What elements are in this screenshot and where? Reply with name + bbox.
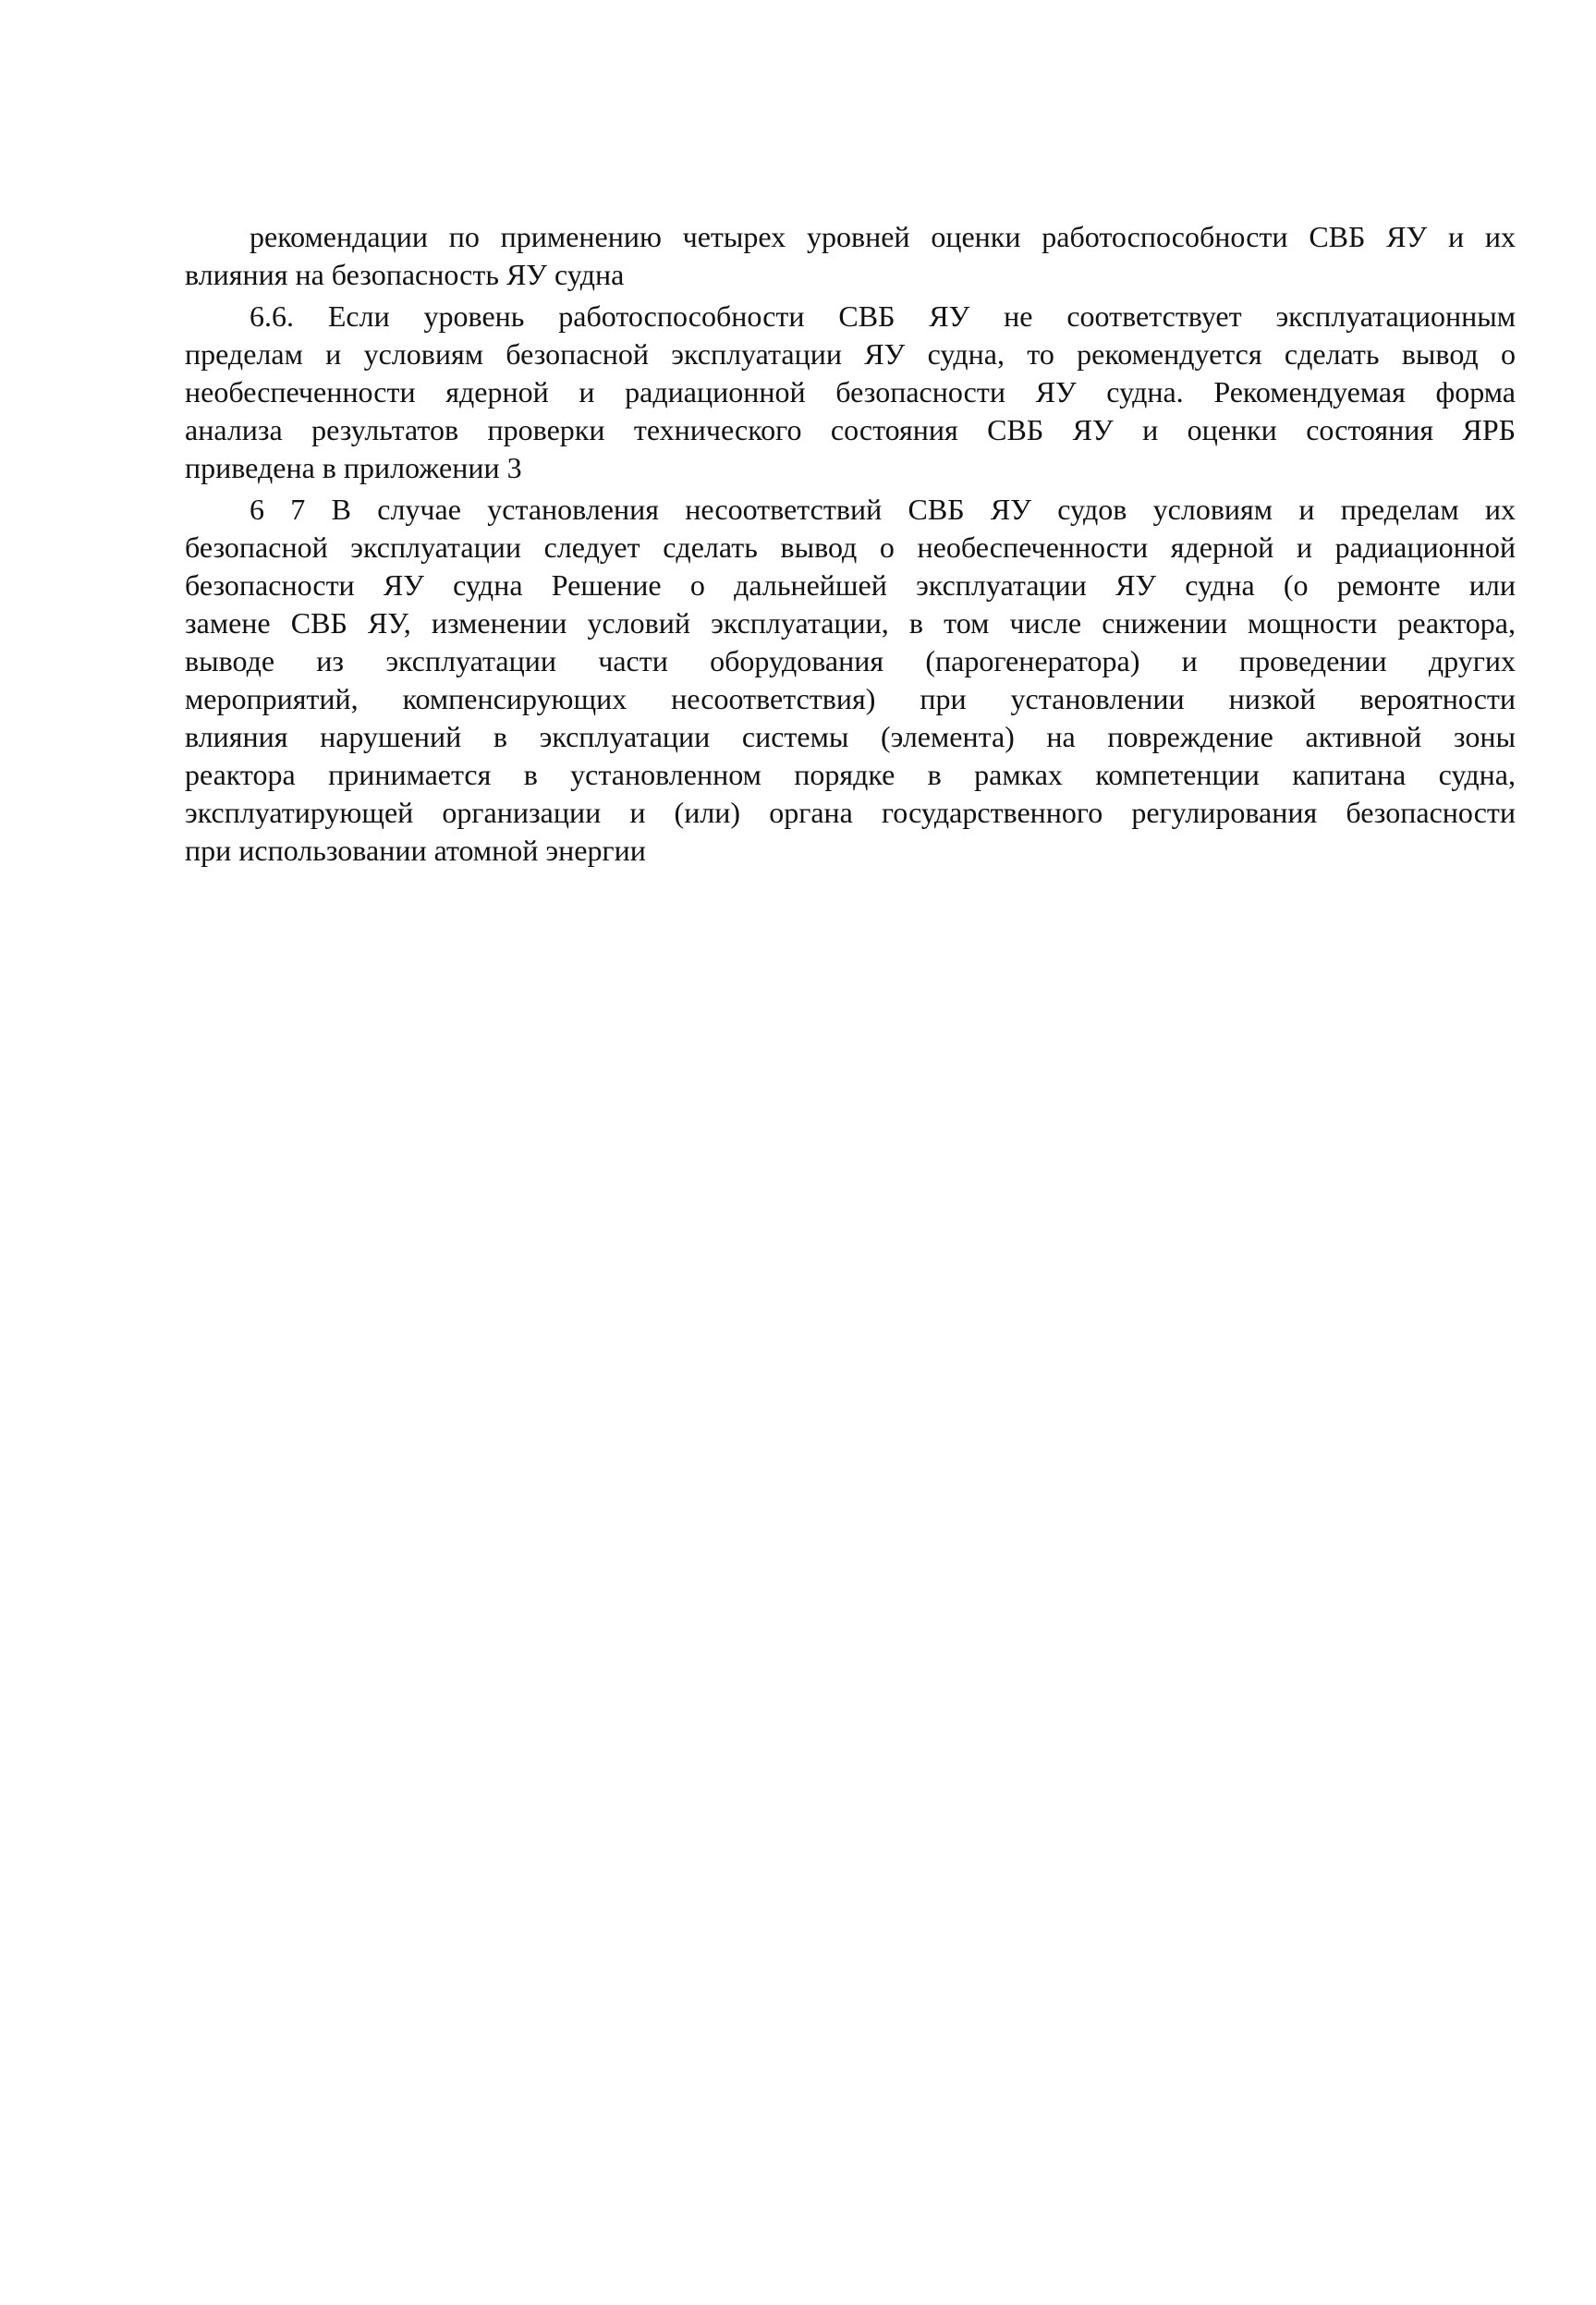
text-line: влияния на безопасность ЯУ судна [185,258,625,291]
text-line: эксплуатирующей организации и (или) органа государственного регулирования безопасности [185,796,1516,829]
text-line: замене СВБ ЯУ, изменении условий эксплуатации, в том числе снижении мощности реактора, [185,606,1516,640]
document-body [185,218,1516,873]
text-line: пределам и условиям безопасной эксплуатации ЯУ судна, то рекомендуется сделать вывод о [185,337,1516,371]
text-line: мероприятий, компенсирующих несоответствия) при установлении низкой вероятности [185,682,1516,715]
text-line: безопасности ЯУ судна Решение о дальнейшей эксплуатации ЯУ судна (о ремонте или [185,568,1516,602]
text-line: приведена в приложении 3 [185,451,522,484]
text-line: 6.6. Если уровень работоспособности СВБ ЯУ не соответствует эксплуатационным [250,299,1516,333]
paragraph-continuation [185,218,1516,294]
text-line: влияния нарушений в эксплуатации системы (элемента) на повреждение активной зоны [185,720,1516,753]
text-line: реактора принимается в установленном порядке в рамках компетенции капитана судна, [185,758,1516,791]
text-line: выводе из эксплуатации части оборудования (парогенератора) и проведении других [185,644,1516,677]
text-line: при использовании атомной энергии [185,834,646,867]
text-line: необеспеченности ядерной и радиационной безопасности ЯУ судна. Рекомендуемая форма [185,375,1516,409]
text-line: безопасной эксплуатации следует сделать вывод о необеспеченности ядерной и радиационной [185,531,1516,564]
paragraph-item-6-7 [185,491,1516,870]
text-line: рекомендации по применению четырех уровней оценки работоспособности СВБ ЯУ и их [250,220,1516,253]
paragraph-item-6-6 [185,298,1516,487]
text-line: 6 7 В случае установления несоответствий СВБ ЯУ судов условиям и пределам их [250,493,1516,526]
text-line: анализа результатов проверки технического состояния СВБ ЯУ и оценки состояния ЯРБ [185,413,1516,446]
